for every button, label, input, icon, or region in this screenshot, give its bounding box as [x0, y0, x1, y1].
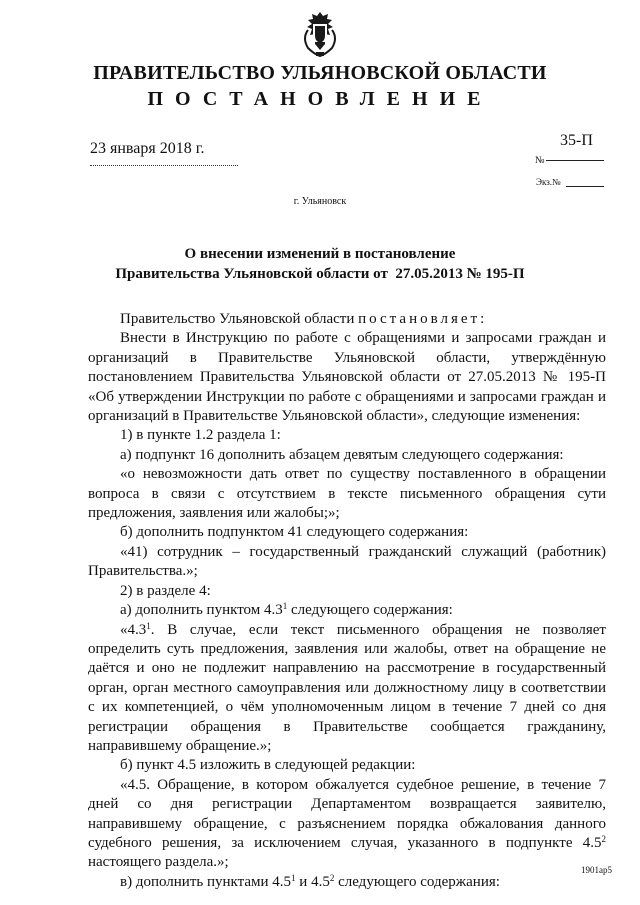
subject-line-1: О внесении изменений в постановление: [184, 246, 456, 262]
paragraph-text: Правительство Ульяновской области: [120, 311, 359, 327]
paragraph: 1) в пункте 1.2 раздела 1:: [120, 427, 281, 444]
subject-line-2: Правительства Ульяновской области от 27.05.2013 № 195-П: [115, 266, 525, 282]
superscript: 1: [282, 601, 288, 612]
copy-number-underline: [566, 186, 604, 187]
paragraph: [88, 621, 606, 757]
paragraph: б) пункт 4.5 изложить в следующей редакции:: [120, 757, 416, 774]
paragraph-text: следующего содержания:: [334, 873, 500, 890]
document-number: 35-П: [560, 132, 593, 149]
document-body: [88, 310, 606, 892]
document-subject: [0, 244, 640, 284]
government-title: ПРАВИТЕЛЬСТВО УЛЬЯНОВСКОЙ ОБЛАСТИ: [93, 62, 547, 84]
paragraph: «41) сотрудник – государственный гражданский служащий (работник) Правительства.»;: [88, 543, 606, 580]
number-label: №: [535, 155, 545, 166]
paragraph: «о невозможности дать ответ по существу поставленного в обращении вопроса в связи с отсутствием в тексте письменного обращения сути предложения, заявления или жалобы;»;: [88, 466, 606, 522]
document-type: ПОСТАНОВЛЕНИЕ: [147, 88, 493, 110]
city: г. Ульяновск: [293, 196, 347, 207]
paragraph-text: и 4.5: [295, 873, 330, 890]
document-date: 23 января 2018 г.: [90, 140, 205, 157]
paragraph-text: следующего содержания:: [287, 602, 453, 619]
paragraph-text: в) дополнить пунктами 4.5: [120, 873, 292, 890]
coat-of-arms-icon: [300, 10, 340, 58]
superscript: 1: [146, 620, 151, 631]
copy-number-label: Экз.№: [536, 177, 561, 187]
paragraph: 2) в разделе 4:: [120, 582, 211, 599]
paragraph: [88, 310, 606, 329]
paragraph-text: а) дополнить пунктом 4.3: [120, 602, 283, 619]
paragraph: б) дополнить подпунктом 41 следующего содержания:: [120, 524, 469, 541]
paragraph-text: . В случае, если текст письменного обращения не позволяет определить суть предложения, заявления или жалобы, ответ на обращение не даётся и оно не подлежит направлению на рассмотрение в государственный орган, орган местного самоуправления или должностному лицу в соответствии с их компетенцией, о чём уполномоченным лицом в течение 7 дней со дня регистрации обращения в Правительстве сообщается гражданину, направившему обращение.»;: [88, 621, 606, 754]
superscript: 2: [329, 872, 335, 883]
resolution-verb: постановляет:: [358, 311, 488, 327]
registry-stamp: 1901ар5: [581, 865, 612, 875]
paragraph: а) подпункт 16 дополнить абзацем девятым следующего содержания:: [120, 446, 564, 463]
date-underline: [90, 165, 238, 166]
paragraph-text: «4.5. Обращение, в котором обжалуется судебное решение, в течение 7 дней со дня регистрации Департаментом возвращается заявителю, направившему обращение, с разъяснением порядка обжалования данного судебного решения, за исключением случая, указанного в подпункте 4.5: [88, 776, 606, 851]
paragraph-text: «4.3: [120, 621, 147, 638]
paragraph: [88, 873, 606, 892]
paragraph: Внести в Инструкцию по работе с обращениями и запросами граждан и организаций в Правительстве Ульяновской области, утверждённую постановлением Правительства Ульяновской области от 27.05.2013 № 195-П «Об утверждении Инструкции по работе с обращениями и запросами граждан и организаций в Правительстве Ульяновской области», следующие изменения:: [88, 330, 606, 425]
superscript: 1: [291, 872, 296, 883]
paragraph: [88, 776, 606, 873]
number-underline: [546, 160, 604, 161]
paragraph-text: настоящего раздела.»;: [88, 854, 229, 871]
superscript: 2: [601, 833, 606, 844]
paragraph: [88, 601, 606, 620]
